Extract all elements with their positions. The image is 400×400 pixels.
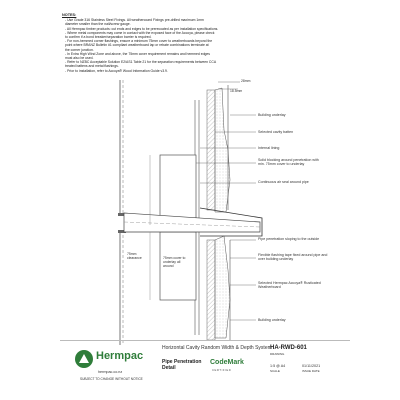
- codemark-logo: CodeMark: [210, 359, 244, 366]
- dim-clearance: 75mm clearance: [127, 252, 142, 260]
- callout-weatherboard: Selected Hermpac Accoya® Rusticated Weatherboard: [258, 281, 321, 290]
- callout-solid-blocking: Solid blocking around penetration with min. 75mm cover to underlay: [258, 158, 319, 167]
- callout-building-underlay: Building underlay: [258, 113, 286, 117]
- note-item: - In Extra High Wind Zone and above, the 75mm cover requirement remains and hemmed edges: [65, 51, 210, 56]
- note-item: - Use Grade 316 Stainless Steel Fixings. All weathercoard Fixings pre-drilled maximum 1mm: [65, 18, 204, 23]
- dim-width-bottom: 18.5mm: [230, 89, 243, 93]
- scale-label: SCALE: [270, 369, 280, 373]
- callout-internal-lining: Internal lining: [258, 146, 280, 150]
- note-item: diameter smaller than the nail/screw gauge.: [65, 22, 131, 27]
- system-name: Horizontal Cavity Random Width & Depth System: [162, 345, 272, 351]
- detail-title-2: Detail: [162, 365, 176, 371]
- note-item: - Refer to NZBC Acceptable Solution E2/AS1 Table 21 for the separation requirements between CCA: [65, 60, 217, 65]
- note-item: - For non-hemmed corner flashings, ensure a minimum 75mm cover to weatherboards beyond the: [65, 39, 213, 44]
- drawing-number-label: DRAWING: [270, 352, 285, 356]
- drawing-number: HA-RWD-601: [270, 345, 307, 351]
- detail-title-1: Pipe Penetration: [162, 359, 202, 365]
- internal-lining: [118, 80, 126, 345]
- callout-pipe-slope: Pipe penetration sloping to the outside: [258, 237, 320, 241]
- solid-blocking: [160, 155, 196, 225]
- note-item: point where BRANZ Bulletin #1 compliant weatherboard lap or rebate combinations terminate at: [65, 43, 209, 48]
- cavity-batten-upper: [207, 90, 215, 210]
- weatherboard-lower: [215, 236, 230, 338]
- issue-date-label: ISSUE DATE: [302, 369, 320, 373]
- hermpac-logo-icon: [74, 349, 94, 369]
- dim-cover: 75mm cover to underlay all around: [163, 256, 186, 268]
- brand-website: hermpac.co.nz: [98, 370, 123, 374]
- scale-value: 1:5 @ A4: [270, 364, 286, 368]
- note-item: to confirm if a bond breaker/separation barrier is required.: [65, 35, 152, 40]
- brand-name: Hermpac: [96, 350, 144, 362]
- callout-cavity-batten: Selected cavity batten: [258, 130, 294, 134]
- codemark-sub: CERTIFIED: [212, 368, 232, 372]
- cavity-batten-lower: [207, 240, 215, 340]
- note-item: - Where metal components may come in contact with the exposed face of the Accoya, please check: [65, 30, 215, 35]
- note-item: must also be used.: [65, 56, 94, 61]
- callout-air-seal: Continuous air seal around pipe: [258, 180, 309, 184]
- note-item: - All Hermpac timber products: cut ends and edges to be prerecoated as per installation specifications.: [65, 26, 219, 31]
- callout-flashing-tape: Flexible flashing tape fixed around pipe and over building underlay: [258, 253, 328, 262]
- title-block: [60, 340, 350, 391]
- disclaimer: SUBJECT TO CHANGE WITHOUT NOTICE: [80, 377, 143, 381]
- note-item: - Prior to installation, refer to Accoya® Wood Information Guide v3.9.: [65, 68, 168, 73]
- dim-width-top: 28mm: [241, 79, 251, 83]
- note-item: the corner junction.: [65, 47, 94, 52]
- notes-heading: NOTES:: [62, 13, 77, 17]
- callout-building-underlay-lower: Building underlay: [258, 318, 286, 322]
- issue-date-value: 01/11/2021: [302, 364, 321, 368]
- note-item: treated battens and metal flashings.: [65, 64, 119, 69]
